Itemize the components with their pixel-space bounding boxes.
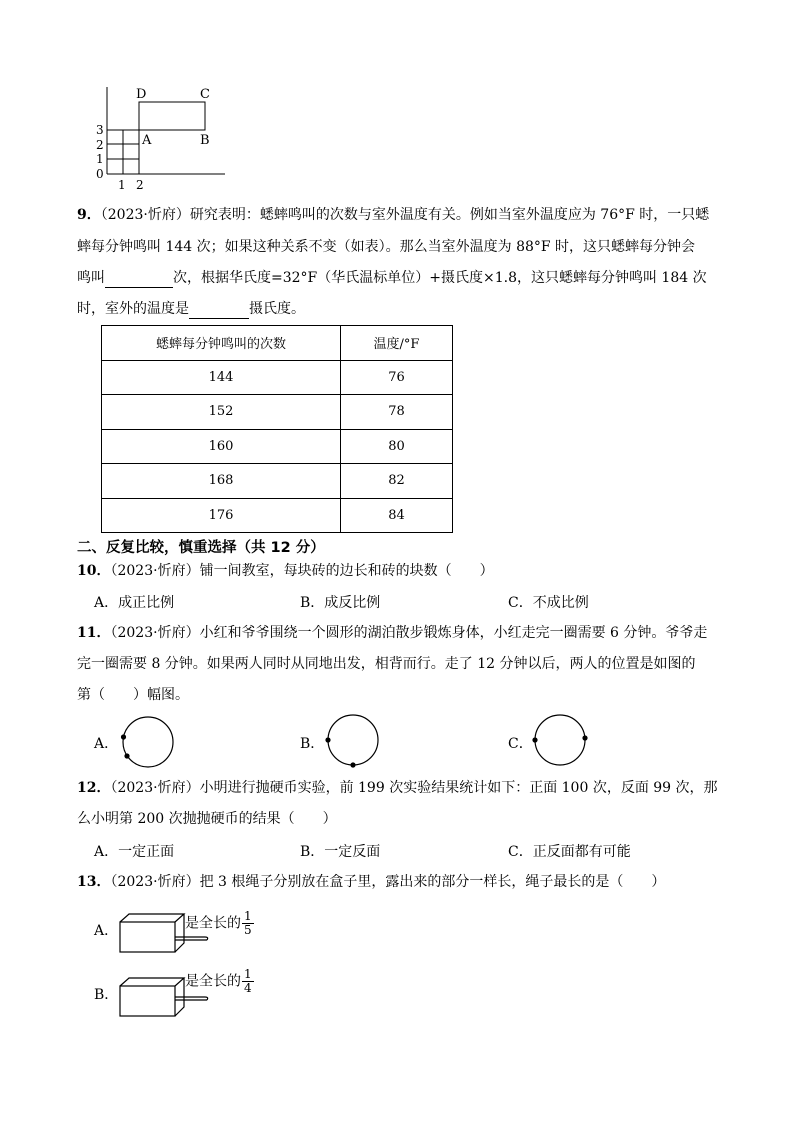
table-cell: 84 (341, 498, 453, 533)
q11-option-b[interactable]: B． (300, 736, 325, 752)
x-label-1: 1 (118, 178, 126, 192)
point-A: A (142, 133, 152, 148)
q12-option-b[interactable]: B．一定反面 (300, 844, 381, 860)
table-row (102, 395, 453, 430)
table-row (102, 464, 453, 499)
point-C: C (200, 87, 210, 102)
q12-line2: 么小明第 200 次抛抛硬币的结果（ ） (77, 811, 337, 827)
table-cell: 82 (341, 464, 453, 499)
q12-option-c[interactable]: C．正反面都有可能 (508, 844, 631, 860)
q13-source: （2023·忻府） (110, 874, 200, 890)
table-row (102, 498, 453, 533)
table-cell: 144 (102, 360, 341, 395)
q13-stem: 13．（2023·忻府）把 3 根绳子分别放在盒子里，露出来的部分一样长，绳子最长的是（ ） (77, 874, 666, 890)
q10-source: （2023·忻府） (110, 563, 200, 579)
circle-figure-b (320, 711, 384, 773)
q9-line2: 蟀每分钟鸣叫 144 次；如果这种关系不变（如表）。那么当室外温度为 88°F 时，这只蟋蟀每分钟会 (77, 239, 696, 255)
q13-option-a[interactable]: A． (94, 923, 119, 939)
circle-figure-c (527, 711, 593, 773)
q9-line4: 时，室外的温度是 摄氏度。 (77, 301, 305, 317)
table-cell: 168 (102, 464, 341, 499)
q11-line3: 第（ ）幅图。 (77, 687, 189, 703)
table-cell: 76 (341, 360, 453, 395)
q9-number: 9． (77, 207, 101, 223)
q10-stem: 10．（2023·忻府）铺一间教室，每块砖的边长和砖的块数（ ） (77, 563, 494, 579)
q12-option-a[interactable]: A．一定正面 (94, 844, 175, 860)
table-cell: 160 (102, 429, 341, 464)
q11-source: （2023·忻府） (110, 625, 200, 641)
q9-blank-1[interactable] (105, 271, 173, 288)
q9-line1: 9．（2023·忻府）研究表明：蟋蟀鸣叫的次数与室外温度有关。例如当室外温度应为 76°F 时，一只蟋 (77, 207, 710, 223)
fraction-one-fifth: $\frac{1}{5}$ (244, 909, 252, 937)
y-label-1: 1 (96, 152, 104, 166)
point-D: D (136, 87, 147, 102)
table-cell: 78 (341, 395, 453, 430)
y-label-2: 2 (96, 138, 104, 152)
q13-caption-a: 是全长的 $\frac{1}{5}$ (185, 909, 252, 937)
y-label-3: 3 (96, 123, 104, 137)
y-label-0: 0 (96, 167, 104, 181)
table-header-temperature: 温度/°F (341, 326, 453, 361)
q13-caption-b: 是全长的 $\frac{1}{4}$ (185, 967, 252, 995)
q10-number: 10． (77, 563, 111, 579)
q11-line2: 完一圈需要 8 分钟。如果两人同时从同地出发，相背而行。走了 12 分钟以后，两人的位置是如图的 (77, 656, 696, 672)
section-2-title: 二、反复比较，慎重选择（共 12 分） (77, 540, 325, 556)
circle-figure-a (115, 713, 179, 773)
coordinate-figure (90, 82, 230, 192)
table-row (102, 360, 453, 395)
table-cell: 80 (341, 429, 453, 464)
table-header-row (102, 326, 453, 361)
table-cell: 152 (102, 395, 341, 430)
x-label-2: 2 (136, 178, 144, 192)
q13-option-b[interactable]: B． (94, 987, 119, 1003)
q12-number: 12． (77, 780, 111, 796)
q11-option-c[interactable]: C． (508, 736, 533, 752)
q13-number: 13． (77, 874, 111, 890)
cricket-temperature-table (101, 325, 453, 533)
q9-blank-2[interactable] (189, 302, 249, 319)
table-row (102, 429, 453, 464)
q11-line1: 11．（2023·忻府）小红和爷爷围绕一个圆形的湖泊散步锻炼身体，小红走完一圈需要 6 分钟。爷爷走 (77, 625, 708, 641)
fraction-one-quarter: $\frac{1}{4}$ (244, 967, 252, 995)
q9-source: （2023·忻府） (100, 207, 190, 223)
q9-line3: 鸣叫 次，根据华氏度=32°F（华氏温标单位）+摄氏度×1.8，这只蟋蟀每分钟鸣叫 184 次 (77, 270, 707, 286)
q12-line1: 12．（2023·忻府）小明进行抛硬币实验，前 199 次实验结果统计如下：正面 100 次，反面 99 次，那 (77, 780, 718, 796)
q10-option-b[interactable]: B．成反比例 (300, 595, 381, 611)
q10-option-c[interactable]: C．不成比例 (508, 595, 589, 611)
q11-number: 11． (77, 625, 111, 641)
table-header-chirps: 蟋蟀每分钟鸣叫的次数 (102, 326, 341, 361)
q10-option-a[interactable]: A．成正比例 (94, 595, 175, 611)
table-cell: 176 (102, 498, 341, 533)
q12-source: （2023·忻府） (110, 780, 200, 796)
point-B: B (200, 133, 210, 148)
q11-option-a[interactable]: A． (94, 736, 119, 752)
